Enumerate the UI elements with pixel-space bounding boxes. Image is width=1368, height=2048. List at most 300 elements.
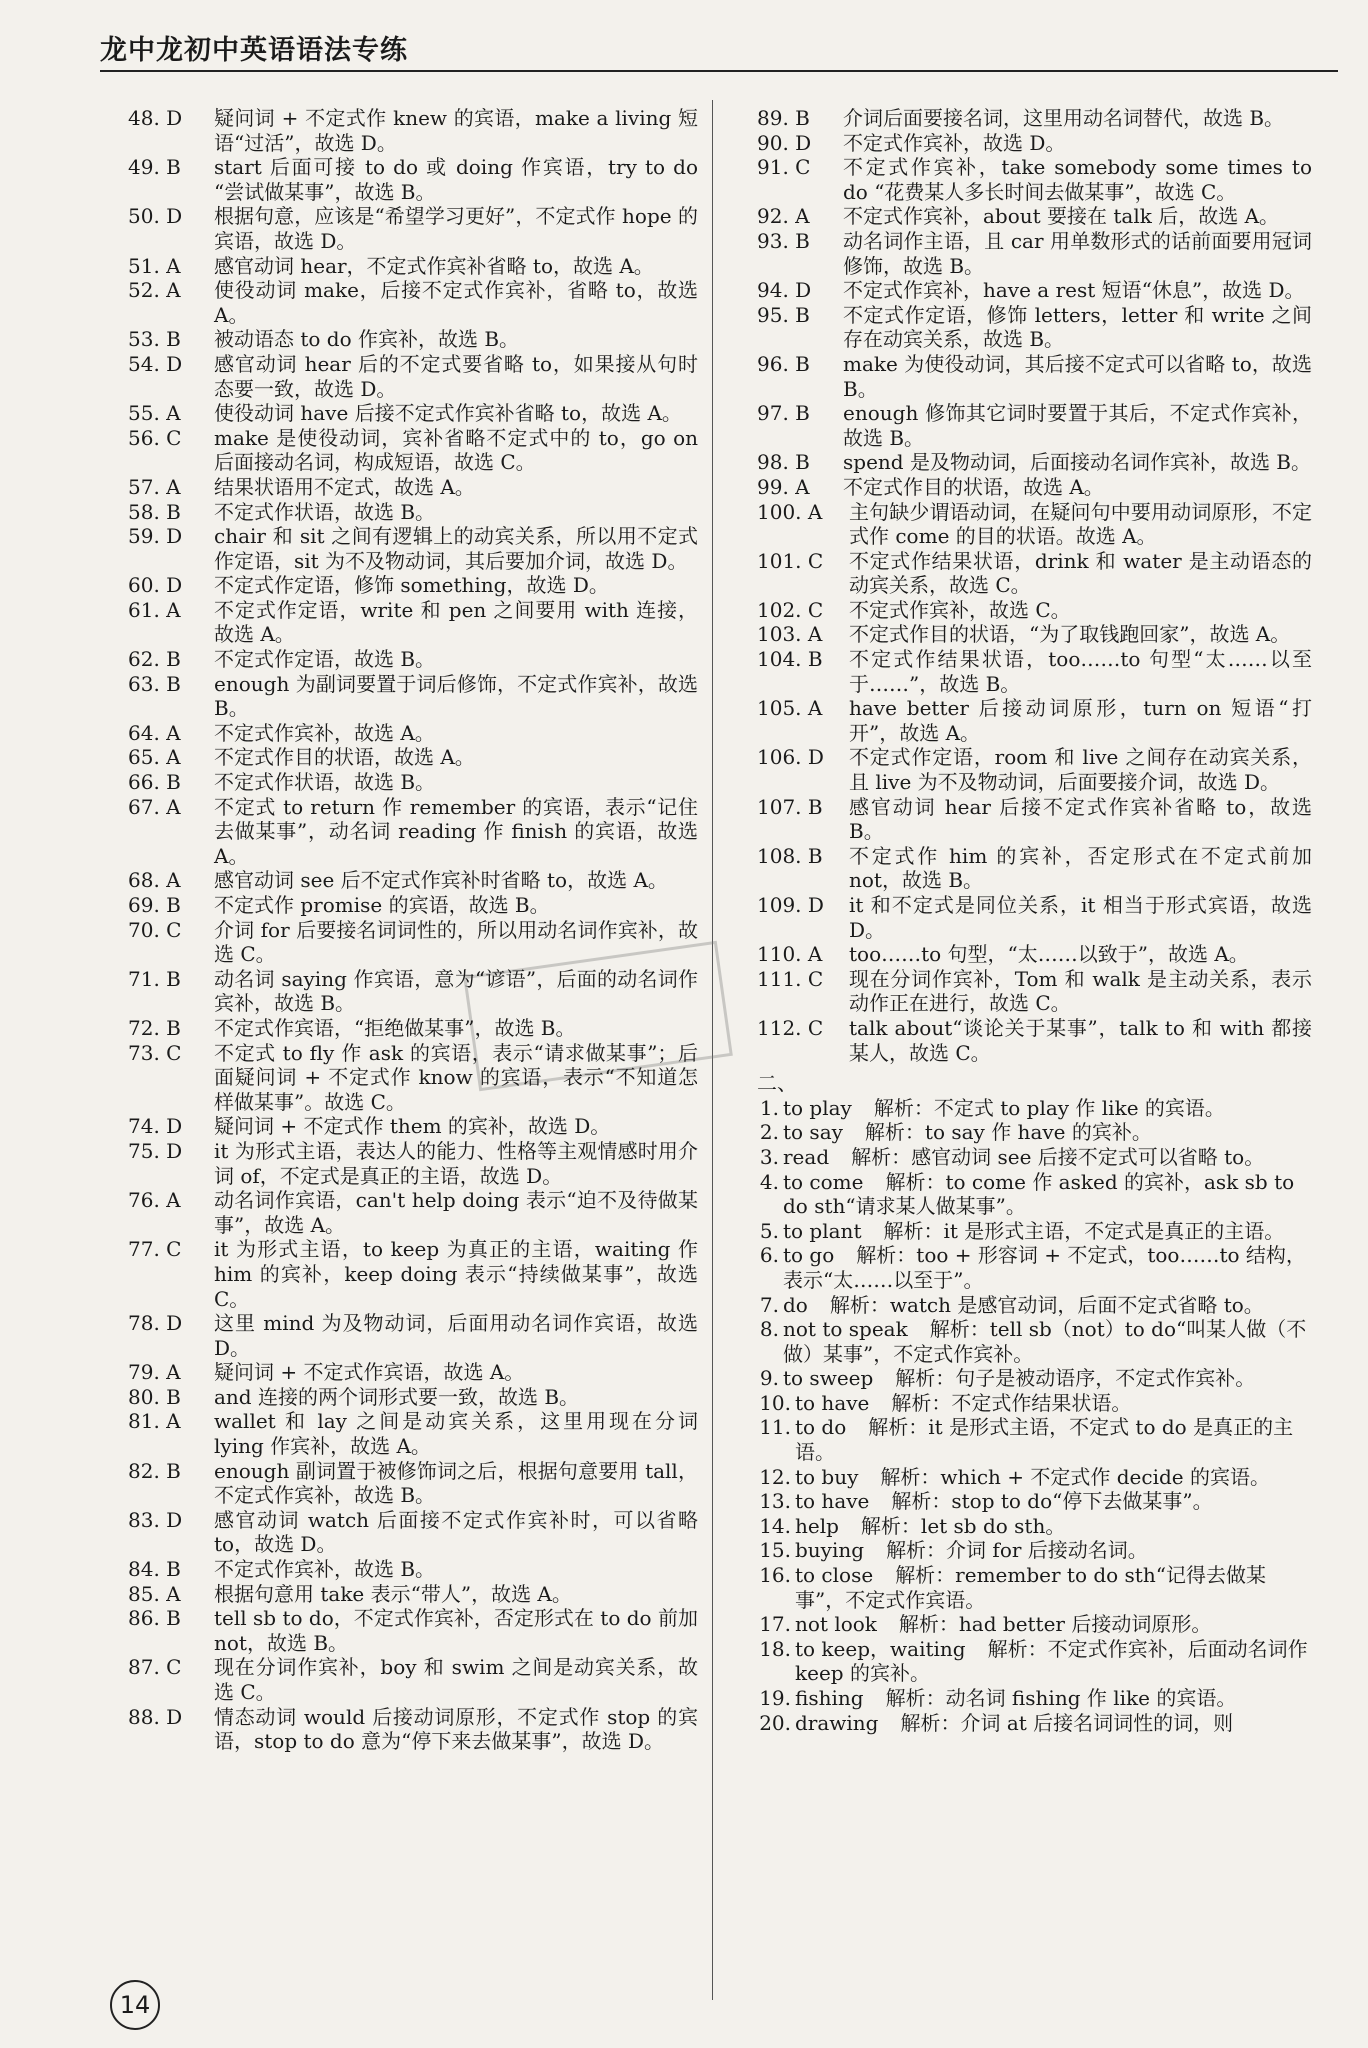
answer-explanation: 不定式作 promise 的宾语，故选 B。 bbox=[214, 893, 550, 917]
answer-item bbox=[128, 647, 698, 672]
fill-answer-body bbox=[779, 1096, 1312, 1121]
fill-answer-number: 5. bbox=[759, 1218, 779, 1243]
fill-answer-analysis: 解析：to come 作 asked 的宾补，ask sb to do sth“请求某人做某事”。 bbox=[783, 1169, 1295, 1219]
answer-number: 72. B bbox=[128, 1015, 181, 1040]
fill-answer-number: 1. bbox=[759, 1095, 779, 1120]
answer-explanation: 被动语态 to do 作宾补，故选 B。 bbox=[214, 327, 520, 352]
answer-number: 71. B bbox=[128, 966, 181, 991]
answer-number: 105. A bbox=[757, 696, 823, 721]
fill-answer-word: to plant bbox=[783, 1218, 862, 1243]
answer-explanation: make 为使役动词，其后接不定式可以省略 to，故选 B。 bbox=[843, 351, 1312, 401]
answer-item bbox=[757, 893, 1312, 942]
answer-item bbox=[128, 1385, 698, 1410]
answer-item bbox=[757, 229, 1312, 278]
answer-explanation: 不定式 to return 作 remember 的宾语，表示“记住去做某事”，动名词 reading 作 finish 的宾语，故选 A。 bbox=[214, 794, 698, 868]
answer-explanation: 根据句意用 take 表示“带人”，故选 A。 bbox=[214, 1581, 572, 1606]
answer-number: 84. B bbox=[128, 1557, 181, 1582]
answer-number: 90. D bbox=[757, 130, 812, 155]
answer-item bbox=[757, 844, 1312, 893]
answer-number: 87. C bbox=[128, 1655, 182, 1680]
fill-answer-word: to do bbox=[795, 1415, 847, 1440]
answer-explanation: 不定式作定语，修饰 something，故选 D。 bbox=[214, 573, 609, 598]
answer-number: 100. A bbox=[757, 499, 823, 524]
fill-answer-analysis: 解析：watch 是感官动词，后面不定式省略 to。 bbox=[829, 1292, 1264, 1317]
fill-answer-number: 4. bbox=[759, 1169, 779, 1194]
answer-number: 73. C bbox=[128, 1040, 182, 1065]
answer-item bbox=[128, 524, 698, 573]
fill-answer-analysis: 解析：tell sb（not）to do“叫某人做（不做）某事”，不定式作宾补。 bbox=[783, 1317, 1307, 1366]
answer-explanation: 介词后面要接名词，这里用动名词替代，故选 B。 bbox=[843, 106, 1285, 130]
answer-number: 107. B bbox=[757, 794, 823, 819]
answer-explanation: wallet 和 lay 之间是动宾关系，这里用现在分词 lying 作宾补，故选 A。 bbox=[214, 1409, 698, 1459]
fill-answer-number: 11. bbox=[759, 1415, 791, 1440]
answer-item bbox=[128, 893, 698, 918]
answer-number: 69. B bbox=[128, 893, 181, 917]
fill-answer-word: read bbox=[783, 1144, 830, 1169]
answer-number: 102. C bbox=[757, 597, 824, 622]
answer-item bbox=[128, 1041, 698, 1115]
answer-item bbox=[757, 549, 1312, 598]
fill-answer-body bbox=[791, 1711, 1312, 1736]
fill-answer-body bbox=[779, 1170, 1312, 1219]
answer-explanation: talk about“谈论关于某事”，talk to 和 with 都接某人，故选 C。 bbox=[849, 1015, 1312, 1065]
answer-explanation: 感官动词 hear 后的不定式要省略 to，如果接从句时态要一致，故选 D。 bbox=[214, 351, 698, 401]
fill-answer-body bbox=[791, 1563, 1312, 1612]
fill-answer-word: fishing bbox=[795, 1686, 864, 1710]
answer-number: 83. D bbox=[128, 1507, 183, 1532]
fill-answer-body bbox=[791, 1465, 1312, 1490]
fill-answer-item bbox=[757, 1686, 1312, 1711]
answer-explanation: 主句缺少谓语动词，在疑问句中要用动词原形，不定式作 come 的目的状语。故选 A。 bbox=[849, 499, 1312, 549]
answer-explanation: enough 修饰其它词时要置于其后，不定式作宾补，故选 B。 bbox=[843, 401, 1312, 450]
answer-number: 104. B bbox=[757, 647, 823, 672]
fill-answer-item bbox=[757, 1243, 1312, 1292]
answer-item bbox=[128, 795, 698, 869]
answer-number: 76. A bbox=[128, 1188, 181, 1213]
answer-number: 56. C bbox=[128, 425, 182, 450]
answer-number: 95. B bbox=[757, 302, 810, 327]
answer-item bbox=[128, 573, 698, 598]
fill-answer-analysis: 解析：介词 at 后接名词词性的词，则 bbox=[900, 1710, 1234, 1735]
fill-answer-analysis: 解析：let sb do sth。 bbox=[860, 1513, 1066, 1538]
fill-answer-word: to have bbox=[795, 1390, 870, 1415]
fill-answer-body bbox=[791, 1415, 1312, 1464]
fill-answer-body bbox=[791, 1489, 1312, 1514]
answer-number: 101. C bbox=[757, 548, 824, 573]
answer-explanation: too……to 句型，“太……以致于”，故选 A。 bbox=[849, 942, 1249, 967]
fill-answer-analysis: 解析：不定式 to play 作 like 的宾语。 bbox=[873, 1095, 1225, 1120]
fill-answer-analysis: 解析：which + 不定式作 decide 的宾语。 bbox=[880, 1464, 1270, 1489]
fill-answer-item bbox=[757, 1096, 1312, 1121]
answer-number: 91. C bbox=[757, 155, 811, 180]
fill-answer-analysis: 解析：感官动词 see 后接不定式可以省略 to。 bbox=[851, 1144, 1265, 1169]
fill-answer-analysis: 解析：stop to do“停下去做某事”。 bbox=[891, 1489, 1213, 1514]
answer-number: 108. B bbox=[757, 843, 823, 868]
answer-item bbox=[128, 278, 698, 327]
answer-item bbox=[757, 106, 1312, 131]
answer-explanation: 动名词作主语，且 car 用单数形式的话前面要用冠词修饰，故选 B。 bbox=[843, 228, 1312, 278]
fill-answer-analysis: 解析：不定式作结果状语。 bbox=[891, 1390, 1132, 1415]
answer-number: 51. A bbox=[128, 253, 181, 278]
fill-answer-word: do bbox=[783, 1292, 808, 1317]
fill-answer-word: to play bbox=[783, 1095, 852, 1120]
answer-number: 64. A bbox=[128, 720, 181, 745]
answer-item bbox=[128, 967, 698, 1016]
answer-item bbox=[757, 155, 1312, 204]
answer-explanation: 不定式作宾补，故选 B。 bbox=[214, 1557, 436, 1582]
fill-answer-item bbox=[757, 1489, 1312, 1514]
answer-number: 57. A bbox=[128, 474, 181, 499]
answer-explanation: 不定式作目的状语，故选 A。 bbox=[843, 474, 1104, 499]
answer-item bbox=[128, 868, 698, 893]
answer-explanation: enough 副词置于被修饰词之后，根据句意要用 tall，不定式作宾补，故选 B。 bbox=[214, 1458, 698, 1508]
answer-item bbox=[757, 647, 1312, 696]
answer-explanation: 不定式作目的状语，“为了取钱跑回家”，故选 A。 bbox=[849, 622, 1291, 647]
answer-item bbox=[128, 1237, 698, 1311]
answer-explanation: 不定式作宾补，about 要接在 talk 后，故选 A。 bbox=[843, 204, 1280, 229]
fill-answer-number: 16. bbox=[759, 1563, 791, 1588]
answer-item bbox=[128, 327, 698, 352]
answer-number: 89. B bbox=[757, 106, 810, 130]
answer-explanation: make 是使役动词，宾补省略不定式中的 to，go on 后面接动名词，构成短语，故选 C。 bbox=[214, 425, 698, 475]
answer-number: 58. B bbox=[128, 499, 181, 524]
fill-answer-word: to close bbox=[795, 1563, 874, 1588]
page-number: 14 bbox=[110, 1980, 160, 2030]
answer-number: 111. C bbox=[757, 966, 824, 991]
answer-explanation: spend 是及物动词，后面接动名词作宾补，故选 B。 bbox=[843, 450, 1311, 475]
answer-explanation: and 连接的两个词形式要一致，故选 B。 bbox=[214, 1384, 580, 1409]
fill-answer-body bbox=[791, 1514, 1312, 1539]
answer-number: 79. A bbox=[128, 1360, 181, 1385]
answer-item bbox=[128, 1311, 698, 1360]
answer-item bbox=[128, 721, 698, 746]
answer-item bbox=[128, 1139, 698, 1188]
answer-number: 98. B bbox=[757, 450, 810, 475]
fill-answer-number: 17. bbox=[759, 1612, 791, 1637]
answer-number: 110. A bbox=[757, 942, 823, 967]
answer-explanation: it 和不定式是同位关系，it 相当于形式宾语，故选 D。 bbox=[849, 893, 1312, 942]
answer-number: 48. D bbox=[128, 106, 183, 130]
answer-number: 103. A bbox=[757, 622, 823, 647]
answer-number: 55. A bbox=[128, 401, 181, 426]
answer-item bbox=[128, 1016, 698, 1041]
answer-explanation: 这里 mind 为及物动词，后面用动名词作宾语，故选 D。 bbox=[214, 1311, 698, 1360]
fill-answer-word: not look bbox=[795, 1612, 877, 1637]
answer-number: 65. A bbox=[128, 745, 181, 770]
fill-answer-body bbox=[779, 1145, 1312, 1170]
fill-answer-body bbox=[791, 1612, 1312, 1637]
answer-explanation: have better 后接动词原形，turn on 短语“打开”，故选 A。 bbox=[849, 696, 1312, 745]
fill-answer-item bbox=[757, 1170, 1312, 1219]
fill-answer-word: to come bbox=[783, 1169, 864, 1194]
fill-answer-word: to buy bbox=[795, 1464, 859, 1489]
answer-explanation: 不定式 to fly 作 ask 的宾语，表示“请求做某事”；后面疑问词 + 不定式作 know 的宾语，表示“不知道怎样做某事”。故选 C。 bbox=[214, 1040, 698, 1114]
fill-answer-body bbox=[779, 1366, 1312, 1391]
fill-answer-analysis: 解析：句子是被动语序，不定式作宾补。 bbox=[895, 1366, 1256, 1391]
answer-number: 80. B bbox=[128, 1384, 181, 1409]
fill-answer-analysis: 解析：remember to do sth“记得去做某事”，不定式作宾语。 bbox=[795, 1563, 1266, 1612]
answer-explanation: 疑问词 + 不定式作 knew 的宾语，make a living 短语“过活”，故选 D。 bbox=[214, 106, 698, 155]
answer-explanation: 不定式作状语，故选 B。 bbox=[214, 770, 436, 795]
answer-explanation: it 为形式主语，to keep 为真正的主语，waiting 作 him 的宾补，keep doing 表示“持续做某事”，故选 C。 bbox=[214, 1237, 698, 1311]
answer-item bbox=[128, 598, 698, 647]
answer-explanation: 使役动词 have 后接不定式作宾补省略 to，故选 A。 bbox=[214, 401, 682, 426]
answer-item bbox=[128, 1508, 698, 1557]
answer-number: 85. A bbox=[128, 1581, 181, 1606]
fill-answer-item bbox=[757, 1120, 1312, 1145]
answer-item bbox=[757, 352, 1312, 401]
fill-answer-item bbox=[757, 1293, 1312, 1318]
answer-number: 88. D bbox=[128, 1704, 183, 1729]
answer-number: 68. A bbox=[128, 868, 181, 893]
answer-number: 93. B bbox=[757, 228, 810, 253]
fill-answer-word: help bbox=[795, 1513, 839, 1538]
fill-answer-item bbox=[757, 1612, 1312, 1637]
header-rule bbox=[100, 70, 1338, 72]
fill-answer-item bbox=[757, 1145, 1312, 1170]
answer-item bbox=[757, 598, 1312, 623]
fill-answer-word: to go bbox=[783, 1243, 835, 1268]
fill-answer-word: drawing bbox=[795, 1710, 879, 1735]
answer-number: 66. B bbox=[128, 770, 181, 795]
answer-item bbox=[757, 795, 1312, 844]
fill-answer-analysis: 解析：it 是形式主语，不定式 to do 是真正的主语。 bbox=[795, 1415, 1294, 1465]
fill-answer-body bbox=[791, 1686, 1312, 1711]
fill-answer-analysis: 解析：it 是形式主语，不定式是真正的主语。 bbox=[883, 1218, 1285, 1243]
fill-answer-item bbox=[757, 1637, 1312, 1686]
answer-item bbox=[128, 204, 698, 253]
fill-answer-item bbox=[757, 1538, 1312, 1563]
answer-explanation: 疑问词 + 不定式作 them 的宾补，故选 D。 bbox=[214, 1114, 611, 1139]
answer-explanation: 不定式作宾补，have a rest 短语“休息”，故选 D。 bbox=[843, 278, 1305, 303]
answer-number: 109. D bbox=[757, 893, 824, 917]
answer-explanation: 现在分词作宾补，Tom 和 walk 是主动关系，表示动作正在进行，故选 C。 bbox=[849, 966, 1312, 1016]
answer-item bbox=[757, 745, 1312, 794]
answer-number: 53. B bbox=[128, 327, 181, 352]
fill-answer-item bbox=[757, 1317, 1312, 1366]
answer-item bbox=[757, 401, 1312, 450]
answer-item bbox=[128, 770, 698, 795]
answer-number: 92. A bbox=[757, 204, 810, 229]
answer-explanation: 不定式作 him 的宾补，否定形式在不定式前加 not，故选 B。 bbox=[849, 843, 1312, 893]
fill-answer-item bbox=[757, 1391, 1312, 1416]
answer-explanation: 不定式作定语，故选 B。 bbox=[214, 647, 436, 672]
answer-explanation: tell sb to do，不定式作宾补，否定形式在 to do 前加 not，故选 B。 bbox=[214, 1606, 698, 1655]
answer-explanation: 结果状语用不定式，故选 A。 bbox=[214, 474, 475, 499]
fill-answer-number: 14. bbox=[759, 1513, 791, 1538]
fill-answer-number: 19. bbox=[759, 1686, 791, 1710]
fill-answer-number: 8. bbox=[759, 1317, 779, 1342]
page-header-title: 龙中龙初中英语语法专练 bbox=[100, 35, 408, 66]
answer-explanation: 不定式作结果状语，too……to 句型“太……以至于……”，故选 B。 bbox=[849, 647, 1312, 696]
answer-item bbox=[757, 278, 1312, 303]
answer-explanation: 不定式作宾补，故选 C。 bbox=[849, 597, 1071, 622]
fill-answer-body bbox=[791, 1637, 1312, 1686]
answer-explanation: it 为形式主语，表达人的能力、性格等主观情感时用介词 of，不定式是真正的主语，故选 D。 bbox=[214, 1138, 698, 1188]
answer-item bbox=[128, 1582, 698, 1607]
answer-number: 99. A bbox=[757, 474, 810, 499]
answer-explanation: 不定式作宾补，故选 D。 bbox=[843, 130, 1066, 155]
fill-answer-analysis: 解析：to say 作 have 的宾补。 bbox=[864, 1120, 1152, 1145]
answer-item bbox=[128, 401, 698, 426]
answer-explanation: 不定式作宾补，故选 A。 bbox=[214, 720, 435, 745]
fill-answer-body bbox=[779, 1317, 1312, 1366]
fill-answer-body bbox=[791, 1391, 1312, 1416]
answer-explanation: 不定式作定语，write 和 pen 之间要用 with 连接，故选 A。 bbox=[214, 597, 698, 647]
answer-explanation: 感官动词 hear 后接不定式作宾补省略 to，故选 B。 bbox=[849, 794, 1312, 844]
fill-answer-number: 9. bbox=[759, 1366, 779, 1391]
answer-explanation: 情态动词 would 后接动词原形，不定式作 stop 的宾语，stop to do 意为“停下来去做某事”，故选 D。 bbox=[214, 1704, 698, 1754]
answer-item bbox=[757, 622, 1312, 647]
answer-number: 78. D bbox=[128, 1311, 183, 1336]
answer-number: 49. B bbox=[128, 155, 181, 180]
fill-answer-item bbox=[757, 1415, 1312, 1464]
fill-answer-number: 18. bbox=[759, 1636, 791, 1661]
answer-item bbox=[757, 131, 1312, 156]
answer-item bbox=[128, 1705, 698, 1754]
fill-answer-word: to sweep bbox=[783, 1366, 874, 1391]
answer-number: 106. D bbox=[757, 745, 824, 770]
answer-item bbox=[757, 204, 1312, 229]
fill-answer-body bbox=[779, 1219, 1312, 1244]
answer-item bbox=[757, 500, 1312, 549]
fill-answer-analysis: 解析：介词 for 后接动名词。 bbox=[886, 1538, 1148, 1563]
answer-number: 70. C bbox=[128, 917, 182, 942]
answer-number: 82. B bbox=[128, 1458, 181, 1483]
fill-answer-analysis: 解析：不定式作宾补，后面动名词作 keep 的宾补。 bbox=[795, 1636, 1308, 1686]
answer-explanation: 不定式作宾语，“拒绝做某事”，故选 B。 bbox=[214, 1015, 576, 1040]
answer-item bbox=[128, 1557, 698, 1582]
fill-answer-body bbox=[791, 1538, 1312, 1563]
answer-number: 59. D bbox=[128, 524, 183, 549]
answer-number: 96. B bbox=[757, 351, 810, 376]
fill-answer-number: 12. bbox=[759, 1464, 791, 1489]
fill-answer-word: not to speak bbox=[783, 1317, 908, 1342]
answer-explanation: 不定式作定语，修饰 letters，letter 和 write 之间存在动宾关系，故选 B。 bbox=[843, 302, 1312, 352]
answer-item bbox=[128, 918, 698, 967]
fill-answer-item bbox=[757, 1563, 1312, 1612]
answer-item bbox=[757, 450, 1312, 475]
fill-answer-number: 13. bbox=[759, 1489, 791, 1514]
fill-answer-number: 2. bbox=[759, 1120, 779, 1145]
fill-answer-item bbox=[757, 1219, 1312, 1244]
answer-explanation: 不定式作结果状语，drink 和 water 是主动语态的动宾关系，故选 C。 bbox=[849, 548, 1312, 598]
answer-item bbox=[128, 1606, 698, 1655]
section-two-title: 二、 bbox=[757, 1071, 797, 1096]
answer-explanation: 感官动词 watch 后面接不定式作宾补时，可以省略 to，故选 D。 bbox=[214, 1507, 698, 1557]
answer-number: 62. B bbox=[128, 647, 181, 672]
answer-number: 61. A bbox=[128, 597, 181, 622]
answer-item bbox=[128, 254, 698, 279]
answer-explanation: 动名词 saying 作宾语，意为“谚语”，后面的动名词作宾补，故选 B。 bbox=[214, 966, 698, 1016]
answer-item bbox=[128, 1360, 698, 1385]
answer-item bbox=[128, 475, 698, 500]
answer-item bbox=[757, 696, 1312, 745]
answer-item bbox=[757, 942, 1312, 967]
answer-explanation: enough 为副词要置于词后修饰，不定式作宾补，故选 B。 bbox=[214, 671, 698, 721]
answer-number: 54. D bbox=[128, 351, 183, 376]
answer-item bbox=[128, 155, 698, 204]
answer-number: 52. A bbox=[128, 278, 181, 303]
left-column bbox=[128, 106, 698, 1754]
fill-answer-number: 3. bbox=[759, 1144, 779, 1169]
answer-item bbox=[128, 672, 698, 721]
answer-number: 75. D bbox=[128, 1138, 183, 1163]
answer-explanation: 介词 for 后要接名词词性的，所以用动名词作宾补，故选 C。 bbox=[214, 917, 698, 967]
answer-explanation: 动名词作宾语，can't help doing 表示“迫不及待做某事”，故选 A。 bbox=[214, 1188, 698, 1237]
fill-answer-number: 7. bbox=[759, 1292, 779, 1317]
answer-number: 97. B bbox=[757, 401, 810, 426]
fill-answer-number: 20. bbox=[759, 1710, 791, 1735]
answer-item bbox=[128, 745, 698, 770]
fill-answer-word: to say bbox=[783, 1120, 843, 1145]
answer-number: 63. B bbox=[128, 671, 181, 696]
answer-number: 60. D bbox=[128, 573, 183, 598]
answer-item bbox=[757, 967, 1312, 1016]
answer-item bbox=[128, 500, 698, 525]
answer-number: 67. A bbox=[128, 794, 181, 819]
fill-answer-word: buying bbox=[795, 1538, 865, 1563]
answer-explanation: chair 和 sit 之间有逻辑上的动宾关系，所以用不定式作定语，sit 为不及物动词，其后要加介词，故选 D。 bbox=[214, 524, 698, 573]
answer-explanation: 不定式作状语，故选 B。 bbox=[214, 499, 436, 524]
answer-number: 86. B bbox=[128, 1606, 181, 1631]
answer-item bbox=[757, 1016, 1312, 1065]
answer-item bbox=[757, 303, 1312, 352]
answer-explanation: start 后面可接 to do 或 doing 作宾语，try to do “尝试做某事”，故选 B。 bbox=[214, 155, 698, 204]
answer-item bbox=[128, 1409, 698, 1458]
answer-explanation: 使役动词 make，后接不定式作宾补，省略 to，故选 A。 bbox=[214, 278, 698, 327]
answer-number: 74. D bbox=[128, 1114, 183, 1139]
fill-answer-body bbox=[779, 1120, 1312, 1145]
fill-answer-number: 10. bbox=[759, 1390, 791, 1415]
fill-answer-item bbox=[757, 1711, 1312, 1736]
fill-answer-number: 15. bbox=[759, 1538, 791, 1563]
fill-answer-number: 6. bbox=[759, 1243, 779, 1268]
answer-item bbox=[128, 106, 698, 155]
right-column bbox=[757, 106, 1312, 1735]
fill-answer-analysis: 解析：动名词 fishing 作 like 的宾语。 bbox=[885, 1686, 1237, 1710]
answer-explanation: 不定式作目的状语，故选 A。 bbox=[214, 745, 475, 770]
answer-explanation: 疑问词 + 不定式作宾语，故选 A。 bbox=[214, 1360, 525, 1385]
fill-answer-word: to have bbox=[795, 1489, 870, 1514]
answer-number: 112. C bbox=[757, 1015, 824, 1040]
answer-explanation: 现在分词作宾补，boy 和 swim 之间是动宾关系，故选 C。 bbox=[214, 1655, 698, 1704]
fill-answer-word: to keep，waiting bbox=[795, 1636, 966, 1661]
fill-answer-item bbox=[757, 1465, 1312, 1490]
answer-item bbox=[128, 1114, 698, 1139]
answer-item bbox=[128, 1655, 698, 1704]
answer-explanation: 感官动词 see 后不定式作宾补时省略 to，故选 A。 bbox=[214, 868, 668, 893]
answer-item bbox=[128, 426, 698, 475]
fill-answer-body bbox=[779, 1243, 1312, 1292]
fill-answer-analysis: 解析：had better 后接动词原形。 bbox=[898, 1612, 1212, 1637]
fill-answer-item bbox=[757, 1514, 1312, 1539]
fill-answer-analysis: 解析：too + 形容词 + 不定式，too……to 结构，表示“太……以至于”。 bbox=[783, 1243, 1306, 1292]
answer-item bbox=[128, 1459, 698, 1508]
fill-answer-item bbox=[757, 1366, 1312, 1391]
answer-number: 81. A bbox=[128, 1409, 181, 1434]
answer-explanation: 不定式作定语，room 和 live 之间存在动宾关系，且 live 为不及物动词，后面要接介词，故选 D。 bbox=[849, 745, 1312, 795]
answer-item bbox=[128, 352, 698, 401]
answer-number: 50. D bbox=[128, 204, 183, 229]
answer-item bbox=[128, 1188, 698, 1237]
answer-explanation: 根据句意，应该是“希望学习更好”，不定式作 hope 的宾语，故选 D。 bbox=[214, 204, 698, 253]
answer-item bbox=[757, 475, 1312, 500]
answer-number: 94. D bbox=[757, 278, 812, 303]
answer-number: 77. C bbox=[128, 1237, 182, 1262]
fill-answer-body bbox=[779, 1293, 1312, 1318]
answer-explanation: 不定式作宾补，take somebody some times to do “花费某人多长时间去做某事”，故选 C。 bbox=[843, 155, 1312, 204]
